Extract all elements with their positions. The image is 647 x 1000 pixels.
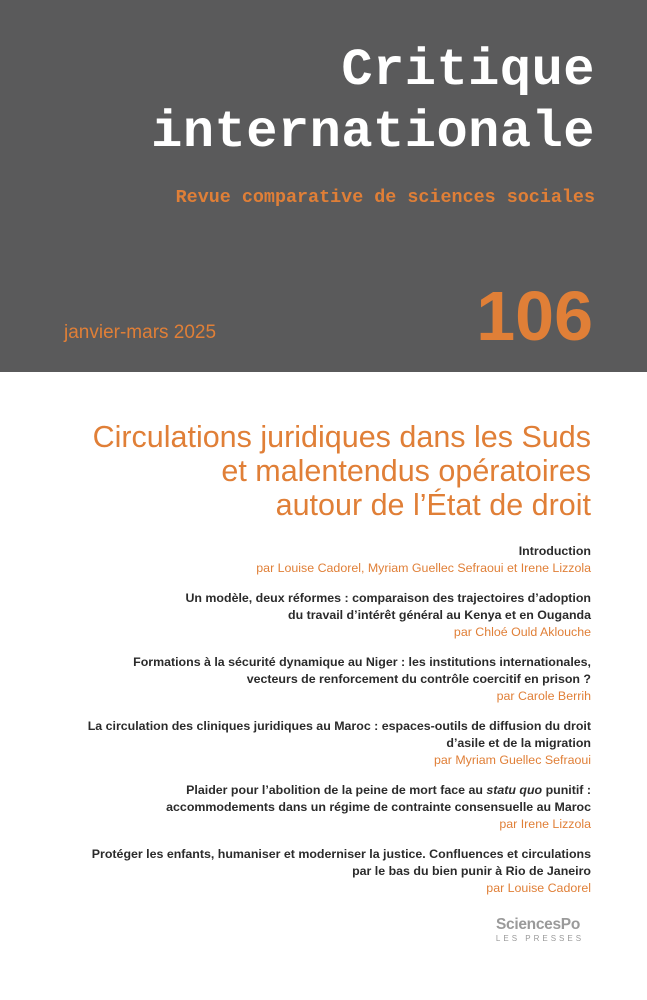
toc-entry-title <box>21 590 591 624</box>
toc-entry-title <box>21 543 591 560</box>
toc-entry-article-2 <box>21 654 591 705</box>
toc-title-line: Un modèle, deux réformes : comparaison des trajectoires d’adoption <box>185 591 591 605</box>
toc-entry-author: par Chloé Ould Aklouche <box>453 625 591 639</box>
cover-header-band <box>0 0 647 372</box>
dossier-title <box>31 420 591 522</box>
toc-title-line: Formations à la sécurité dynamique au Niger : les institutions internationales, <box>133 655 591 669</box>
publisher-imprint: LES PRESSES <box>495 934 585 943</box>
toc-entry-article-5 <box>21 846 591 897</box>
toc-title-line: accommodements dans un régime de contrainte consensuelle au Maroc <box>166 800 591 814</box>
toc-title-italic-text: statu quo <box>486 783 543 797</box>
toc-title-text: punitif : <box>542 783 591 797</box>
toc-entry-title <box>21 718 591 752</box>
issue-date: janvier-mars 2025 <box>64 322 217 343</box>
toc-entry-article-3 <box>21 718 591 769</box>
toc-title-line: par le bas du bien punir à Rio de Janeiro <box>352 864 591 878</box>
toc-entry-author: par Myriam Guellec Sefraoui <box>433 753 591 767</box>
dossier-title-line-3: autour de l’État de droit <box>275 488 591 522</box>
journal-title-line-1: Critique <box>341 41 595 100</box>
dossier-title-line-2: et malentendus opératoires <box>221 454 591 488</box>
toc-entry-title <box>21 654 591 688</box>
toc-entry-author: par Carole Berrih <box>496 689 591 703</box>
journal-title-line-2: internationale <box>151 103 595 162</box>
issue-number: 106 <box>476 277 593 355</box>
table-of-contents <box>21 543 591 910</box>
toc-entry-title <box>21 782 591 816</box>
toc-title-line: d’asile et de la migration <box>446 736 591 750</box>
toc-entry-title <box>21 846 591 880</box>
publisher-logo <box>483 916 593 944</box>
toc-entry-author: par Louise Cadorel, Myriam Guellec Sefraoui et Irene Lizzola <box>256 561 591 575</box>
toc-entry-article-4 <box>21 782 591 833</box>
toc-entry-article-1 <box>21 590 591 641</box>
toc-entry-author: par Irene Lizzola <box>499 817 591 831</box>
toc-title-line: La circulation des cliniques juridiques au Maroc : espaces-outils de diffusion du droit <box>87 719 591 733</box>
toc-title-line <box>21 782 591 799</box>
toc-entry-author: par Louise Cadorel <box>486 881 591 895</box>
toc-title-line: Protéger les enfants, humaniser et moderniser la justice. Confluences et circulations <box>91 847 591 861</box>
toc-title-text: Plaider pour l’abolition de la peine de mort face au <box>186 783 487 797</box>
toc-title-line: vecteurs de renforcement du contrôle coercitif en prison ? <box>246 672 591 686</box>
publisher-name: SciencesPo <box>495 916 581 933</box>
dossier-title-line-1: Circulations juridiques dans les Suds <box>92 420 591 454</box>
toc-title-line: Introduction <box>518 544 591 558</box>
toc-title-line: du travail d’intérêt général au Kenya et en Ouganda <box>288 608 591 622</box>
toc-entry-introduction <box>21 543 591 577</box>
journal-title <box>0 40 595 164</box>
journal-subtitle: Revue comparative de sciences sociales <box>175 187 595 208</box>
